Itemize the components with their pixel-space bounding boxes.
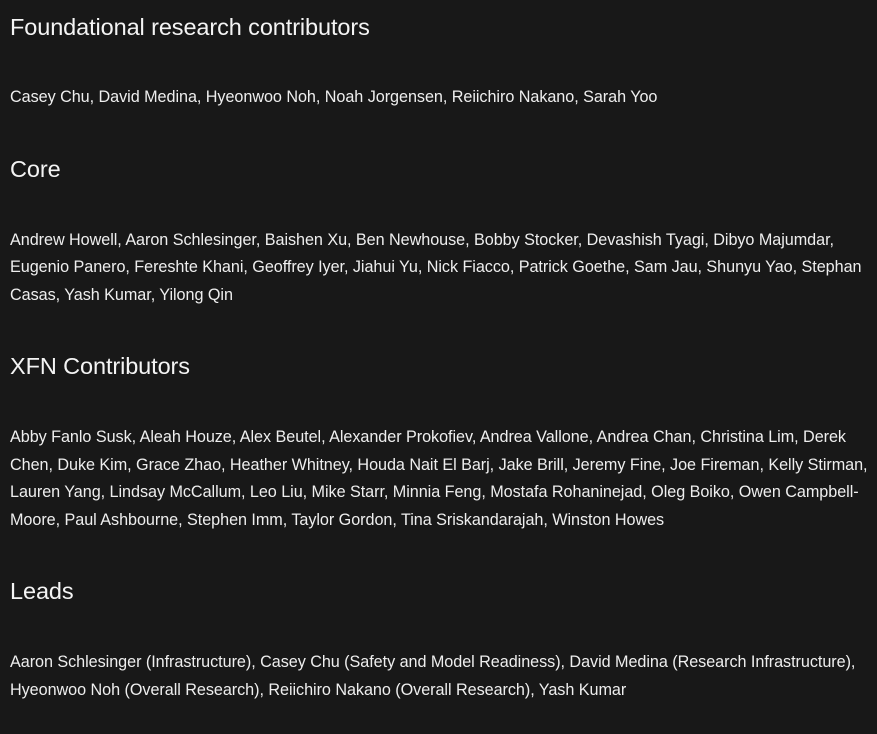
contributor-names: Casey Chu, David Medina, Hyeonwoo Noh, Noah Jorgensen, Reiichiro Nakano, Sarah Yoo — [10, 88, 658, 106]
contributor-names: Aaron Schlesinger (Infrastructure), Casey Chu (Safety and Model Readiness), David Medina (Research Infrastructure), Hyeonwoo Noh (Overall Research), Reiichiro Nakano (Overall Research), Yash Kumar — [10, 653, 856, 699]
section-heading: XFN Contributors — [10, 353, 190, 379]
section-core — [10, 154, 870, 310]
section-heading: Foundational research contributors — [10, 14, 370, 40]
contributors-page — [10, 0, 870, 704]
contributor-names: Andrew Howell, Aaron Schlesinger, Baishen Xu, Ben Newhouse, Bobby Stocker, Devashish Tyagi, Dibyo Majumdar, Eugenio Panero, Fereshte Khani, Geoffrey Iyer, Jiahui Yu, Nick Fiacco, Patrick Goethe, Sam Jau, Shunyu Yao, Stephan Casas, Yash Kumar, Yilong Qin — [10, 230, 862, 304]
section-heading: Core — [10, 155, 61, 182]
contributor-names: Abby Fanlo Susk, Aleah Houze, Alex Beutel, Alexander Prokofiev, Andrea Vallone, Andrea Chan, Christina Lim, Derek Chen, Duke Kim, Grace Zhao, Heather Whitney, Houda Nait El Barj, Jake Brill, Jeremy Fine, Joe Fireman, Kelly Stirman, Lauren Yang, Lindsay McCallum, Leo Liu, Mike Starr, Minnia Feng, Mostafa Rohaninejad, Oleg Boiko, Owen Campbell-Moore, Paul Ashbourne, Stephen Imm, Taylor Gordon, Tina Sriskandarajah, Winston Howes — [10, 428, 868, 529]
section-leads — [10, 576, 870, 704]
section-foundational-research-contributors — [10, 0, 870, 112]
section-xfn-contributors — [10, 351, 870, 534]
section-heading: Leads — [10, 578, 74, 604]
